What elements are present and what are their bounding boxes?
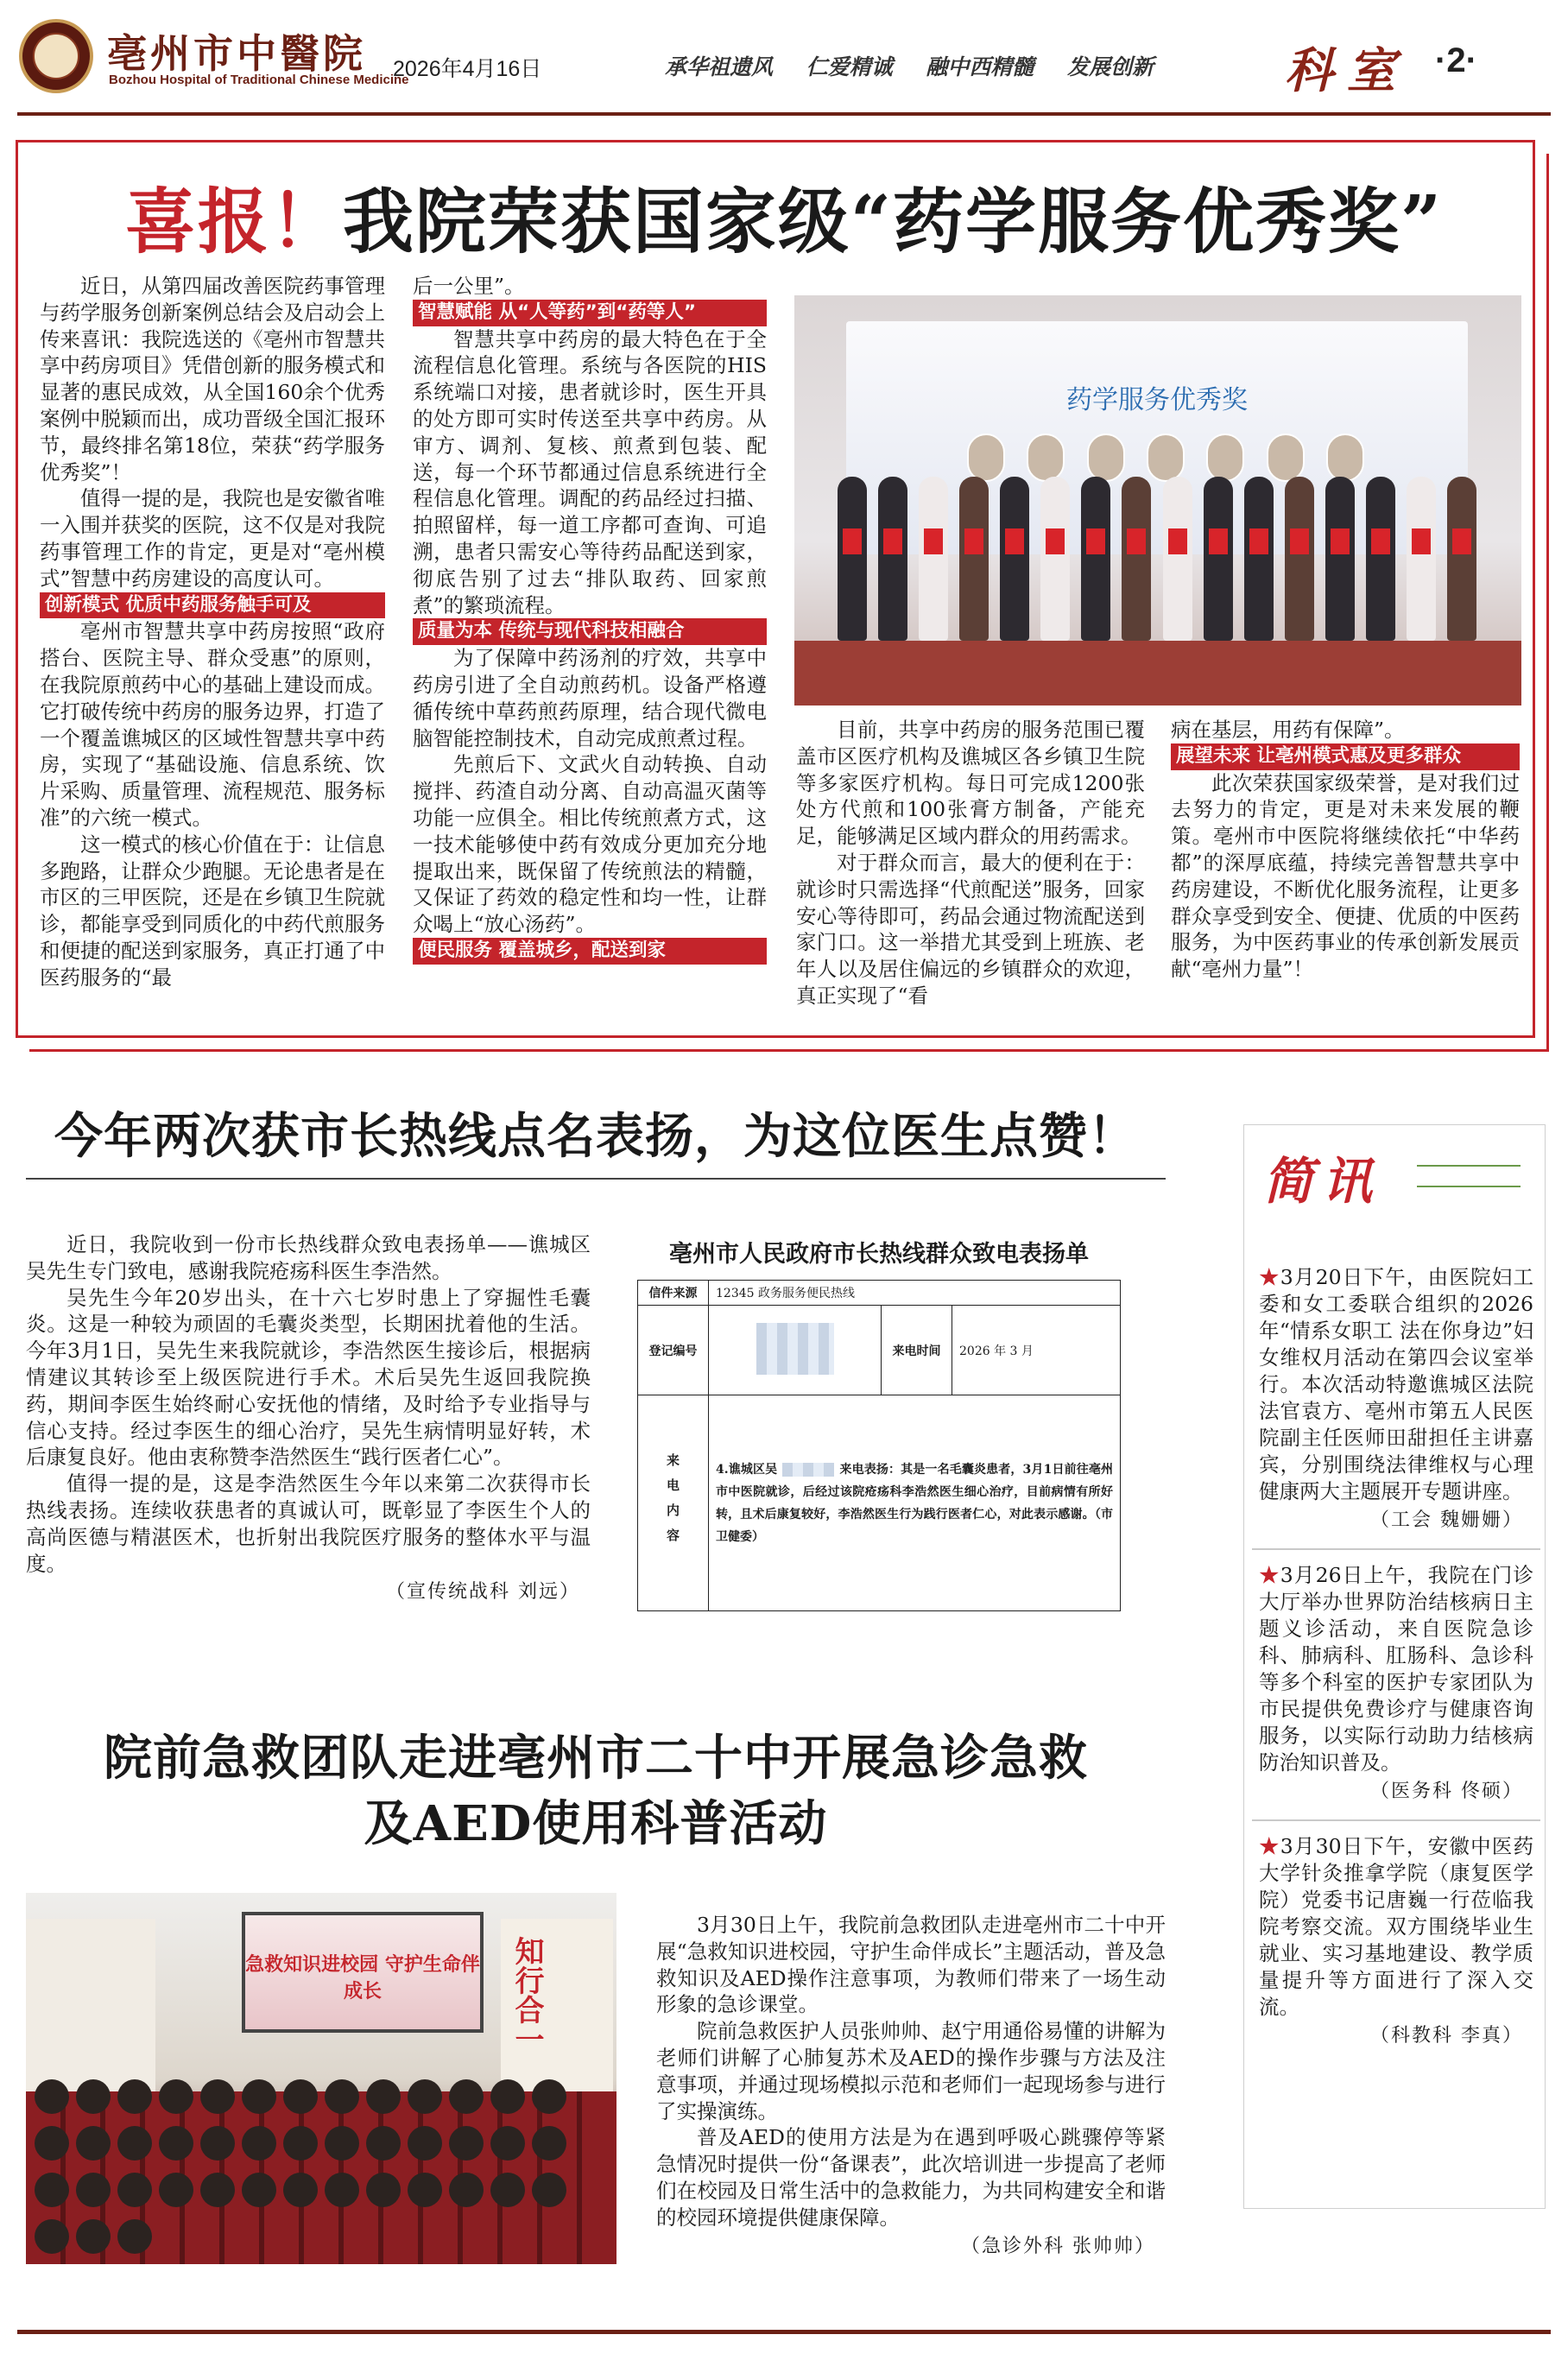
form-reg-value-redacted [709,1306,882,1395]
brief-divider [1252,1819,1540,1821]
masthead [0,0,1568,130]
form-source-value: 12345 政务服务便民热线 [709,1281,1121,1306]
hospital-motto: 承华祖遗风 仁爱精诚 融中西精髓 发展创新 [665,54,1154,79]
article1-column-4 [1171,717,1520,983]
article1-paragraph: 对于群众而言，最大的便利在于：就诊时只需选择“代煎配送”服务，回家安心等待即可，药品会通过物流配送到家门口。这一举措尤其受到上班族、老年人以及居住偏远的乡镇群众的欢迎，真正实现了“看 [796,850,1145,1008]
form-content-text: 其是一名毛囊炎患者，3月1日前往亳州市中医院就诊，后经过该院疮疡科李浩然医生细心治疗，目前病情有所好转，且术后康复较好，李浩然医生行为践行医者仁心，对此表示感谢。（市卫健委） [716,1462,1113,1544]
article1-subheading: 创新模式 优质中药服务触手可及 [40,592,385,619]
article3-paragraph: 普及AED的使用方法是为在遇到呼吸心跳骤停等紧急情况时提供一份“备课表”，此次培训进一步提高了老师们在校园及日常生活中的急救能力，为共同构建安全和谐的校园环境提供健康保障。 [656,2125,1166,2230]
article1-paragraph: 近日，从第四届改善医院药事管理与药学服务创新案例总结会及启动会上传来喜讯：我院选送的《亳州市智慧共享中药房项目》凭借创新的服务模式和显著的惠民成效，从全国160余个优秀案例中脱颖而出，成功晋级全国汇报环节，最终排名第18位，荣获“药学服务优秀奖”！ [40,274,385,484]
brief-signature: （工会 魏姗姗） [1370,1509,1523,1531]
star-icon: ★ [1259,1834,1280,1858]
article1-title-main: 我院荣获国家级“药学服务优秀奖” [342,180,1444,263]
article2-divider [26,1178,1166,1180]
hospital-name-cn: 亳州市中醫院 [107,30,366,77]
brief-text: 3月30日下午，安徽中医药大学针灸推拿学院（康复医学院）党委书记唐巍一行莅临我院考察交流。双方围绕毕业生就业、实习基地建设、教学质量提升等方面进行了深入交流。 [1259,1834,1534,2019]
briefs-heading-ornament [1417,1165,1521,1187]
hotline-praise-form [637,1226,1121,1658]
article2-signature: （宣传统战科 刘远） [386,1581,580,1604]
school-first-aid-photo [26,1893,616,2264]
article2-paragraph: 近日，我院收到一份市长热线群众致电表扬单——谯城区吴先生专门致电，感谢我院疮疡科医生李浩然。 [26,1232,591,1283]
article1-column-3 [796,717,1145,1009]
article1-paragraph: 这一模式的核心价值在于：让信息多跑路，让群众少跑腿。无论患者是在市区的三甲医院，还是在乡镇卫生院就诊，都能享受到同质化的中药代煎服务和便捷的配送到家服务，真正打通了中医药服务的“最 [40,832,385,990]
form-title: 亳州市人民政府市长热线群众致电表扬单 [669,1241,1089,1268]
classroom-wall [26,1919,155,2091]
article1-title-highlight: 喜报！ [124,180,343,263]
brief-item [1259,1264,1533,1536]
article2-title: 今年两次获市长热线点名表扬，为这位医生点赞！ [54,1108,1137,1165]
award-winners-row [838,468,1476,641]
screen-text: 急救知识进校园 守护生命伴成长 [245,1954,480,2003]
article1-column-1 [40,273,385,991]
star-icon: ★ [1259,1265,1280,1289]
article1-paragraph: 智慧共享中药房的最大特色在于全流程信息化管理。系统与各医院的HIS系统端口对接，患者就诊时，医生开具的处方即可实时传送至共享中药房。从审方、调剂、复核、煎煮到包装、配送，每一个环节都通过信息系统进行全程信息化管理。调配的药品经过扫描、拍照留样，每一道工序都可查询、可追溯，患者只需安心等待药品配送到家，彻底告别了过去“排队取药、回家煎煮”的繁琐流程。 [413,326,767,617]
star-icon: ★ [1259,1563,1280,1587]
form-table [637,1280,1121,1611]
article1-paragraph: 为了保障中药汤剂的疗效，共享中药房引进了全自动煎药机。设备严格遵循传统中草药煎药原理，结合现代微电脑智能控制技术，自动完成煎煮过程。 [413,646,767,750]
brief-text: 3月20日下午，由医院妇工委和女工委联合组织的2026年“情系女职工 法在你身边”妇女维权月活动在第四会议室举行。本次活动特邀谯城区法院法官袁方、亳州市第五人民医院副主任医师田甜担任主讲嘉宾，分别围绕法律维权与心理健康两大主题展开专题讲座。 [1259,1265,1534,1503]
form-time-label: 来电时间 [882,1306,952,1395]
award-ceremony-photo [794,295,1521,705]
section-title: 科室 [1285,42,1409,99]
brief-item [1259,1562,1533,1807]
article2-paragraph: 值得一提的是，这是李浩然医生今年以来第二次获得市长热线表扬。连续收获患者的真诚认可，既彰显了李医生个人的高尚医德与精湛医术，也折射出我院医疗服务的整体水平与温度。 [26,1471,591,1576]
stage-floor [794,641,1521,705]
brief-signature: （医务科 佟硕） [1370,1781,1523,1802]
article3-paragraph: 3月30日上午，我院前急救团队走进亳州市二十中开展“急救知识进校园，守护生命伴成长”主题活动，普及急救知识及AED操作注意事项，为教师们带来了一场生动形象的急诊课堂。 [656,1913,1166,2017]
brief-divider [1252,1548,1540,1550]
article1-subheading: 展望未来 让亳州模式惠及更多群众 [1171,743,1520,770]
article1-paragraph: 亳州市智慧共享中药房按照“政府搭台、医院主导、群众受惠”的原则，在我院原煎药中心的基础上建设而成。它打破传统中药房的服务边界，打造了一个覆盖谯城区的区域性智慧共享中药房，实现了“基础设施、信息系统、饮片采购、质量管理、流程规范、服务标准”的六统一模式。 [40,619,385,830]
hospital-name-en: Bozhou Hospital of Traditional Chinese Medicine [109,73,409,87]
article3-title [26,1725,1166,1857]
form-content-prefix: 4.谯城区吴 [716,1462,778,1477]
brief-text: 3月26日上午，我院在门诊大厅举办世界防治结核病日主题义诊活动，来自医院急诊科、肺病科、肛肠科、急诊科等多个科室的医护专家团队为市民提供免费诊疗与健康咨询服务，以实际行动助力结核病防治知识普及。 [1259,1563,1534,1775]
article1-paragraph: 值得一提的是，我院也是安徽省唯一入围并获奖的医院，这不仅是对我院药事管理工作的肯定，更是对“亳州模式”智慧中药房建设的高度认可。 [40,486,385,591]
brief-item [1259,1833,1533,2052]
brief-signature: （科教科 李真） [1370,2025,1523,2047]
page-number: ·2· [1435,41,1477,79]
form-time-value: 2026 年 3 月 [952,1306,1121,1395]
form-content [709,1395,1121,1611]
article1-paragraph: 目前，共享中药房的服务范围已覆盖市区医疗机构及谯城区各乡镇卫生院等多家医疗机构。每日可完成1200张处方代煎和100张膏方制备，产能充足，能够满足区域内群众的用药需求。 [796,718,1145,849]
masthead-divider [17,112,1551,116]
article2-paragraph: 吴先生今年20岁出头，在十六七岁时患上了穿掘性毛囊炎。这是一种较为顽固的毛囊炎类型，长期困扰着他的生活。今年3月1日，吴先生来我院就诊，李浩然医生接诊后，根据病情建议其转诊至上级医院进行手术。术后吴先生返回我院换药，期间李医生始终耐心安抚他的情绪，及时给予专业指导与信心支持。经过李医生的细心治疗，吴先生病情明显好转，术后康复良好。他由衷称赞李浩然医生“践行医者仁心”。 [26,1285,591,1470]
form-content-label: 来电内容 [638,1395,709,1611]
article3-signature: （急诊外科 张帅帅） [961,2235,1155,2257]
form-source-label: 信件来源 [638,1281,709,1306]
briefs-heading: 简讯 [1263,1152,1381,1211]
article3-paragraph: 院前急救医护人员张帅帅、赵宁用通俗易懂的讲解为老师们讲解了心肺复苏术及AED的操作步骤与方法及注意事项，并通过现场模拟示范和老师们一起现场参与进行了实操演练。 [656,2019,1166,2123]
article1-paragraph: 先煎后下、文武火自动转换、自动搅拌、药渣自动分离、自动高温灭菌等功能一应俱全。相比传统煎煮方式，这一技术能够使中药有效成分更加充分地提取出来，既保留了传统煎法的精髓，又保证了药效的稳定性和均一性，让群众喝上“放心汤药”。 [413,752,767,937]
article1-subheading: 便民服务 覆盖城乡，配送到家 [413,938,767,965]
article1-title [0,166,1568,267]
article3-body [656,1912,1166,2262]
presentation-screen [242,1912,484,2033]
redacted-name [782,1463,834,1477]
audience [35,2074,604,2247]
article1-column-2 [413,273,767,965]
briefs-list [1259,1264,1533,2064]
article1-subheading: 智慧赋能 从“人等药”到“药等人” [413,300,767,326]
article2-body [26,1231,591,1608]
footer-divider [17,2330,1551,2334]
article1-subheading: 质量为本 传统与现代科技相融合 [413,618,767,645]
article1-paragraph: 后一公里”。 [413,274,525,298]
form-content-mid: 来电表扬： [839,1462,901,1477]
stage-backdrop-title: 药学服务优秀奖 [1066,385,1248,415]
article1-paragraph: 此次荣获国家级荣誉，是对我们过去努力的肯定，更是对未来发展的鞭策。亳州市中医院将继续依托“中华药都”的深厚底蕴，持续完善智慧共享中药房建设，不断优化服务流程，让更多群众享受到安全、便捷、优质的中医药服务，为中医药事业的传承创新发展贡献“亳州力量”！ [1171,770,1520,982]
banner-text: 知行合一 [509,1936,544,2053]
issue-date: 2026年4月16日 [393,57,542,81]
article1-paragraph: 病在基层，用药有保障”。 [1171,718,1405,742]
article3-title-line2: 及AED使用科普活动 [364,1795,828,1852]
form-reg-label: 登记编号 [638,1306,709,1395]
article3-title-line1: 院前急救团队走进亳州市二十中开展急诊急救 [104,1730,1088,1787]
hospital-logo-icon [19,19,93,93]
